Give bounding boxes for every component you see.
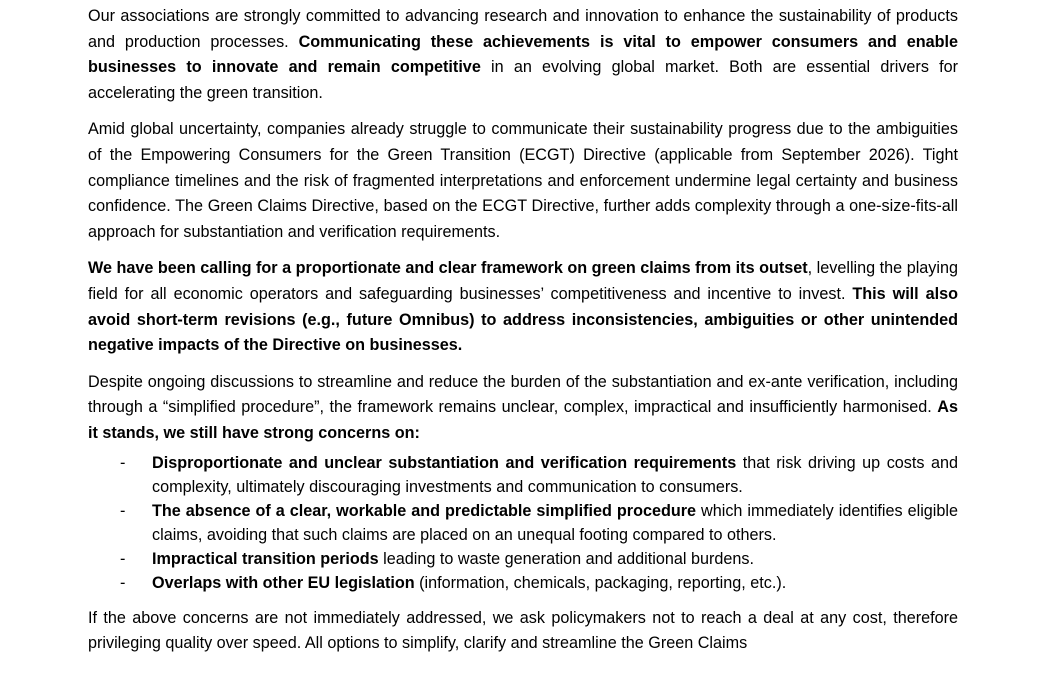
bullet-dash: - [120, 549, 126, 568]
paragraph-proportionate-framework [88, 256, 958, 358]
paragraph-ongoing-discussions [88, 370, 958, 447]
paragraph-text: in an evolving global market. Both are essential drivers for accelerating the green transition. [88, 58, 959, 102]
paragraph-text: Despite ongoing discussions to streamline and reduce the burden of the substantiation and ex-ante verification, including through a “simplified procedure”, the framework remains unclear, complex, impractical and insufficiently harmonised. [88, 372, 958, 417]
paragraph-emphasis: We have been calling for a proportionate and clear framework on green claims from its outset [88, 259, 808, 278]
concern-item [88, 451, 958, 499]
paragraph-text: If the above concerns are not immediately addressed, we ask policymakers not to reach a deal at any cost, therefore privileging quality over speed. All options to simplify, clarify and streamline the Green Claims [88, 608, 958, 653]
paragraph-text: Amid global uncertainty, companies already struggle to communicate their sustainability progress due to the ambiguities of the Empowering Consumers for the Green Transition (ECGT) Directive (applicable from September 2026). Tight compliance timelines and the risk of fragmented interpretations and enforcement undermine legal certainty and business confidence. The Green Claims Directive, based on the ECGT Directive, further adds complexity through a one-size-fits-all approach for substantiation and verification requirements. [88, 120, 958, 241]
concern-title: Impractical transition periods [152, 549, 379, 568]
document-page [88, 4, 958, 668]
concern-text: which immediately identifies eligible claims, avoiding that such claims are placed on an unequal footing compared to others. [152, 501, 958, 544]
concern-text: (information, chemicals, packaging, reporting, etc.). [414, 573, 787, 592]
paragraph-emphasis: This will also avoid short-term revisions (e.g., future Omnibus) to address inconsistencies, ambiguities or other unintended negative impacts of the Directive on businesses. [88, 284, 959, 355]
concern-title: Disproportionate and unclear substantiation and verification requirements [152, 453, 737, 472]
paragraph-global-uncertainty [88, 117, 958, 245]
bullet-dash: - [120, 573, 126, 592]
concern-item [88, 571, 958, 595]
concern-text: that risk driving up costs and complexity, ultimately discouraging investments and communication to consumers. [152, 453, 959, 496]
concern-title: Overlaps with other EU legislation [152, 573, 415, 592]
paragraph-text: Our associations are strongly committed to advancing research and innovation to enhance the sustainability of products and production processes. [88, 7, 958, 51]
concern-item [88, 547, 958, 571]
concerns-list [88, 451, 958, 595]
concern-item [88, 499, 958, 547]
paragraph-closing-ask [88, 606, 958, 657]
paragraph-research-innovation [88, 4, 958, 106]
paragraph-emphasis: As it stands, we still have strong concerns on: [88, 398, 958, 442]
concern-text: leading to waste generation and additional burdens. [378, 549, 754, 568]
bullet-dash: - [120, 453, 126, 472]
concern-title: The absence of a clear, workable and predictable simplified procedure [152, 501, 697, 520]
paragraph-text: , levelling the playing field for all economic operators and safeguarding businesses’ competitiveness and incentive to invest. [88, 259, 959, 303]
paragraph-emphasis: Communicating these achievements is vital to empower consumers and enable businesses to innovate and remain competitive [88, 32, 958, 77]
bullet-dash: - [120, 501, 126, 520]
